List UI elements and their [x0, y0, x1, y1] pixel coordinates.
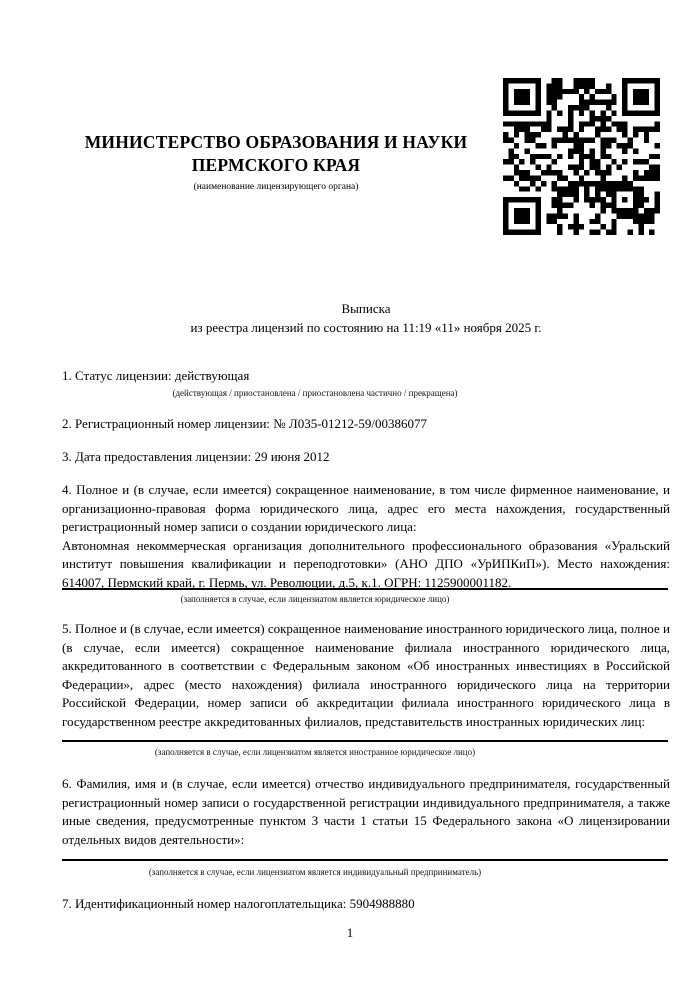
individual-entrepreneur-note: (заполняется в случае, если лицензиатом является индивидуальный предприниматель) [148, 867, 482, 877]
qr-code [503, 78, 660, 235]
license-status-text: 1. Статус лицензии: действующая [62, 368, 250, 383]
ministry-header [60, 131, 492, 194]
fill-line-individual-entrepreneur [62, 859, 668, 861]
individual-entrepreneur-label: 6. Фамилия, имя и (в случае, если имеется) отчество индивидуального предпринимателя, государственный регистрационный номер записи о государственной регистрации индивидуального предпринимателя, а также иные сведения, предусмотренные пунктом 3 части 1 статьи 15 Федерального закона «О лицензировании отдельных видов деятельности»: [62, 776, 670, 847]
fill-line-foreign-entity [62, 740, 668, 742]
document-title-line2: из реестра лицензий по состоянию на 11:19 «11» ноября 2025 г. [190, 319, 542, 335]
page-number: 1 [346, 926, 354, 940]
foreign-entity-note: (заполняется в случае, если лицензиатом является иностранное юридическое лицо) [154, 747, 476, 757]
field-inn [62, 895, 670, 914]
inn-text: 7. Идентификационный номер налогоплательщика: 5904988880 [62, 896, 415, 911]
document-title-line1: Выписка [341, 301, 391, 316]
licensing-authority-caption: (наименование лицензирующего органа) [193, 182, 359, 192]
document-title [62, 300, 670, 337]
fill-line-legal-entity [62, 588, 668, 590]
registration-number-text: 2. Регистрационный номер лицензии: № Л035-01212-59/00386077 [62, 416, 428, 431]
ministry-name-line2: ПЕРМСКОГО КРАЯ [191, 155, 361, 175]
qr-code-image [503, 78, 660, 235]
legal-entity-note: (заполняется в случае, если лицензиатом является юридическое лицо) [180, 594, 450, 604]
field-registration-number [62, 415, 670, 434]
field-individual-entrepreneur [62, 775, 670, 849]
license-status-note: (действующая / приостановлена / приостановлена частично / прекращена) [172, 388, 458, 398]
legal-entity-value: Автономная некоммерческая организация дополнительного профессионального образования «Уральский институт повышения квалификации и переподготовки» (АНО ДПО «УрИПКиП»). Место нахождения: 614007, Пермский край, г. Пермь, ул. Революции, д.5, к.1. ОГРН: 1125900001182. [62, 537, 670, 590]
field-foreign-entity [62, 620, 670, 732]
field-license-status [62, 367, 670, 386]
grant-date-text: 3. Дата предоставления лицензии: 29 июня 2012 [62, 449, 330, 464]
foreign-entity-label: 5. Полное и (в случае, если имеется) сокращенное наименование иностранного юридического лица, полное и (в случае, если имеется) сокращенное наименование филиала иностранного юридического лица, аккредитованного в соответствии с Федеральным законом «Об иностранных инвестициях в Российской Федерации», адрес (место нахождения) филиала иностранного юридического лица на территории Российской Федерации, номер записи об аккредитации филиала иностранного юридического лица в государственном реестре аккредитованных филиалов, представительств иностранных юридических лиц: [62, 621, 670, 729]
legal-entity-label: 4. Полное и (в случае, если имеется) сокращенное наименование, в том числе фирменное наименование, и организационно-правовая форма юридического лица, адрес его места нахождения, государственный регистрационный номер записи о создании юридического лица: [62, 482, 670, 535]
ministry-name-line1: МИНИСТЕРСТВО ОБРАЗОВАНИЯ И НАУКИ [84, 132, 468, 152]
field-legal-entity [62, 481, 670, 593]
field-grant-date [62, 448, 670, 467]
